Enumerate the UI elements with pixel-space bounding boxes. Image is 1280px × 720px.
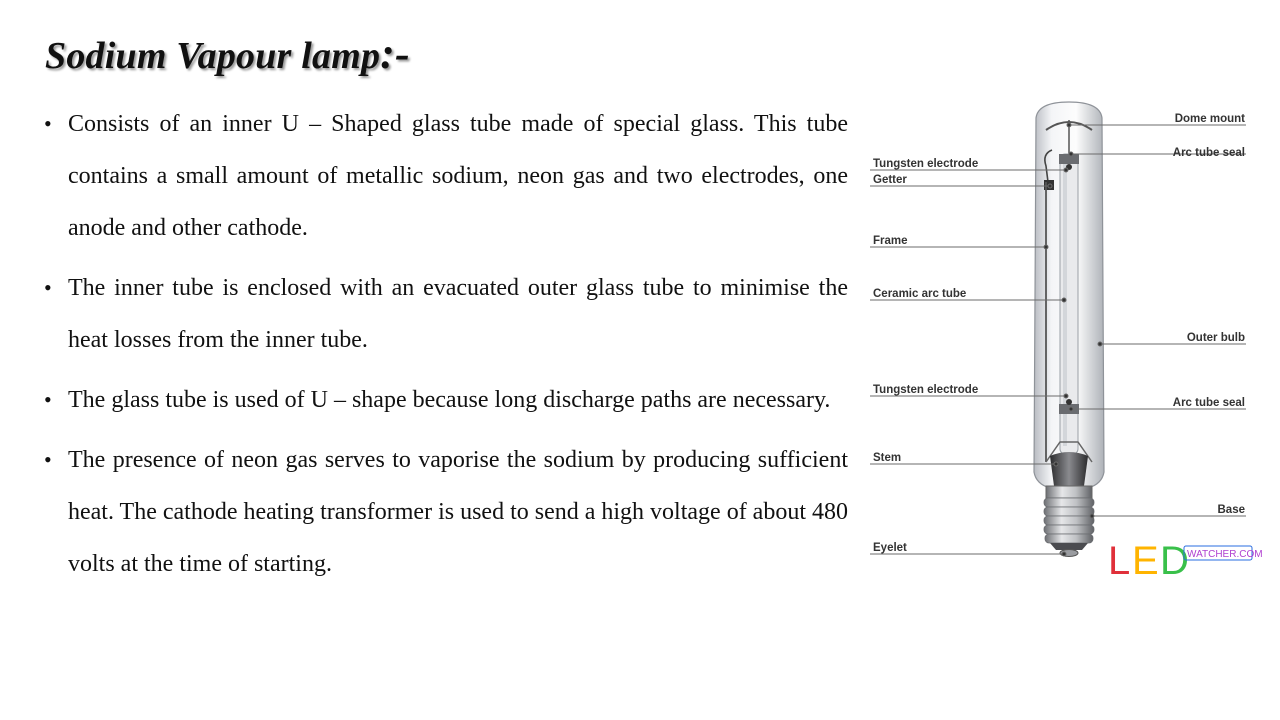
label-base: Base <box>1217 504 1245 516</box>
bullet-dot: • <box>44 447 52 472</box>
bullet-list <box>44 98 848 598</box>
label-tungsten-electrode-top: Tungsten electrode <box>873 158 979 170</box>
bullet-text: The inner tube is enclosed with an evacuated outer glass tube to minimise the heat losses from the inner tube. <box>68 275 848 353</box>
bullet-dot: • <box>44 111 52 136</box>
label-ceramic-arc-tube: Ceramic arc tube <box>873 288 967 300</box>
label-eyelet: Eyelet <box>873 542 907 554</box>
bullet-text: The glass tube is used of U – shape because long discharge paths are necessary. <box>68 387 831 413</box>
label-dome-mount: Dome mount <box>1174 113 1245 125</box>
bullet-item <box>44 262 848 366</box>
bullet-dot: • <box>44 275 52 300</box>
slide-title <box>45 28 410 79</box>
title-suffix: :- <box>380 29 410 78</box>
bullet-text: The presence of neon gas serves to vaporise the sodium by producing sufficient heat. The cathode heating transformer is used to send a high voltage of about 480 volts at the time of starting. <box>68 447 848 577</box>
logo-letter-l: L <box>1108 539 1131 583</box>
label-tungsten-electrode-bottom: Tungsten electrode <box>873 384 979 396</box>
logo-sub-text: WATCHER.COM <box>1187 549 1263 560</box>
logo-letter-d: D <box>1160 539 1189 583</box>
bullet-item <box>44 434 848 590</box>
ledwatcher-logo <box>1108 539 1263 583</box>
label-stem: Stem <box>873 452 902 464</box>
lamp-diagram <box>870 92 1263 583</box>
label-getter: Getter <box>873 174 907 186</box>
label-arc-tube-seal-top: Arc tube seal <box>1172 147 1245 159</box>
label-arc-tube-seal-bottom: Arc tube seal <box>1172 397 1245 409</box>
lamp-diagram-svg <box>870 92 1263 583</box>
bullet-text: Consists of an inner U – Shaped glass tube made of special glass. This tube contains a small amount of metallic sodium, neon gas and two electrodes, one anode and other cathode. <box>68 111 848 241</box>
label-outer-bulb: Outer bulb <box>1186 332 1245 344</box>
bullet-item <box>44 374 848 426</box>
logo-letter-e: E <box>1132 539 1159 583</box>
bullet-dot: • <box>44 387 52 412</box>
labels-left <box>873 158 978 554</box>
bullet-item <box>44 98 848 254</box>
title-main: Sodium Vapour lamp <box>45 35 381 77</box>
labels-right <box>1173 113 1245 516</box>
label-frame: Frame <box>873 235 908 247</box>
